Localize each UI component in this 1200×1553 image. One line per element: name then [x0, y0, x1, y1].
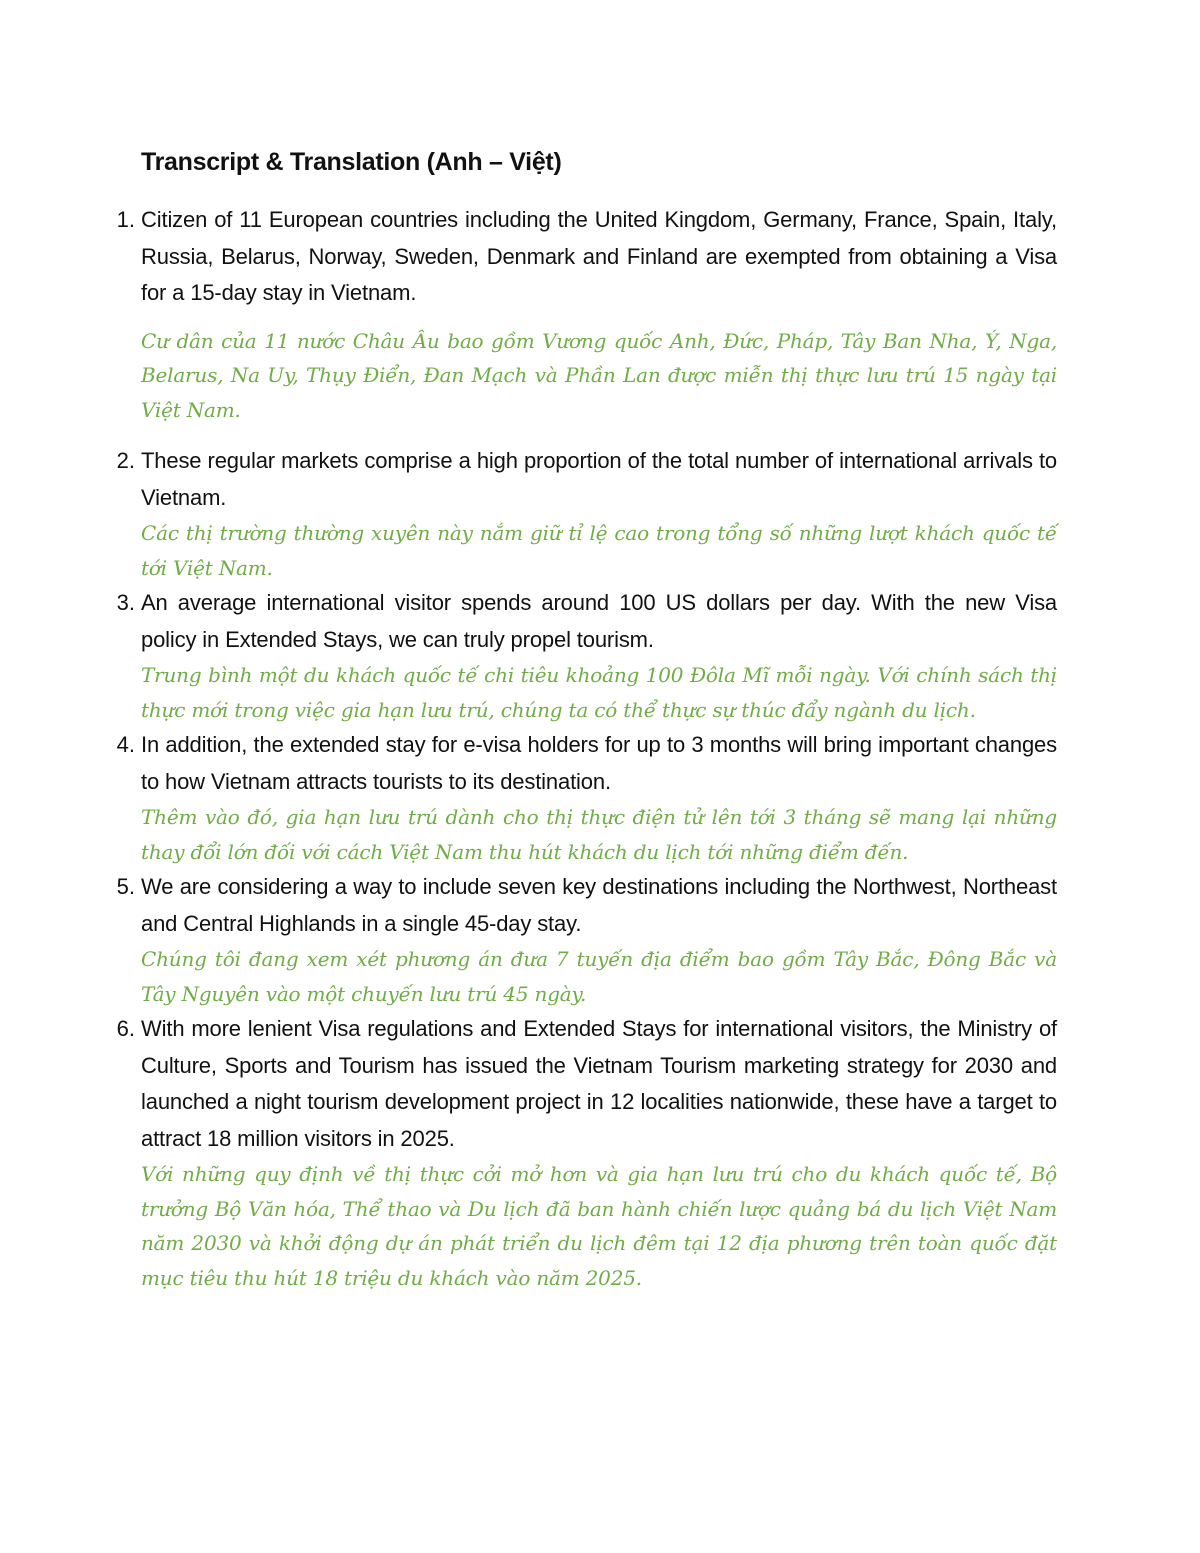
vietnamese-translation: Với những quy định về thị thực cởi mở hơn và gia hạn lưu trú cho du khách quốc tế, Bộ trưởng Bộ Văn hóa, Thể thao và Du lịch đã ban hành chiến lược quảng bá du lịch Việt Nam năm 2030 và khởi động dự án phát triển du lịch đêm tại 12 địa phương trên toàn quốc đặt mục tiêu thu hút 18 triệu du khách vào năm 2025. [141, 1162, 1057, 1290]
list-item [116, 202, 1057, 427]
list-item [116, 585, 1057, 727]
english-text: We are considering a way to include seven key destinations including the Northwest, Northeast and Central Highlands in a single 45-day stay. [141, 874, 1057, 936]
english-text: With more lenient Visa regulations and Extended Stays for international visitors, the Ministry of Culture, Sports and Tourism has issued the Vietnam Tourism marketing strategy for 2030 and launched a night tourism development project in 12 localities nationwide, these have a target to attract 18 million visitors in 2025. [141, 1016, 1057, 1151]
item-number: 2. [116, 448, 135, 473]
list-item [116, 443, 1057, 585]
vietnamese-translation: Cư dân của 11 nước Châu Âu bao gồm Vương quốc Anh, Đức, Pháp, Tây Ban Nha, Ý, Nga, Belarus, Na Uy, Thụy Điển, Đan Mạch và Phần Lan được miễn thị thực lưu trú 15 ngày tại Việt Nam. [141, 328, 1057, 422]
vietnamese-translation: Chúng tôi đang xem xét phương án đưa 7 tuyến địa điểm bao gồm Tây Bắc, Đông Bắc và Tây Nguyên vào một chuyến lưu trú 45 ngày. [141, 947, 1057, 1006]
vietnamese-translation: Trung bình một du khách quốc tế chi tiêu khoảng 100 Đôla Mĩ mỗi ngày. Với chính sách thị thực mới trong việc gia hạn lưu trú, chúng ta có thể thực sự thúc đẩy ngành du lịch. [141, 663, 1057, 722]
english-text: Citizen of 11 European countries including the United Kingdom, Germany, France, Spain, Italy, Russia, Belarus, Norway, Sweden, Denmark and Finland are exempted from obtaining a Visa for a 15-day stay in Vietnam. [141, 207, 1057, 305]
english-text: These regular markets comprise a high proportion of the total number of international arrivals to Vietnam. [141, 448, 1057, 510]
document-body [116, 140, 1057, 1295]
vietnamese-translation: Các thị trường thường xuyên này nắm giữ tỉ lệ cao trong tổng số những lượt khách quốc tế tới Việt Nam. [141, 521, 1057, 580]
item-number: 1. [116, 207, 135, 232]
item-number: 4. [116, 732, 135, 757]
item-number: 3. [116, 590, 135, 615]
item-number: 5. [116, 874, 135, 899]
list-item [116, 869, 1057, 1011]
list-item [116, 727, 1057, 869]
english-text: In addition, the extended stay for e-visa holders for up to 3 months will bring important changes to how Vietnam attracts tourists to its destination. [141, 732, 1057, 794]
list-item [116, 1011, 1057, 1295]
transcript-list [116, 202, 1057, 1295]
english-text: An average international visitor spends around 100 US dollars per day. With the new Visa policy in Extended Stays, we can truly propel tourism. [141, 590, 1057, 652]
document-title: Transcript & Translation (Anh – Việt) [141, 148, 562, 176]
item-number: 6. [116, 1016, 135, 1041]
vietnamese-translation: Thêm vào đó, gia hạn lưu trú dành cho thị thực điện tử lên tới 3 tháng sẽ mang lại những thay đổi lớn đối với cách Việt Nam thu hút khách du lịch tới những điểm đến. [141, 805, 1057, 864]
